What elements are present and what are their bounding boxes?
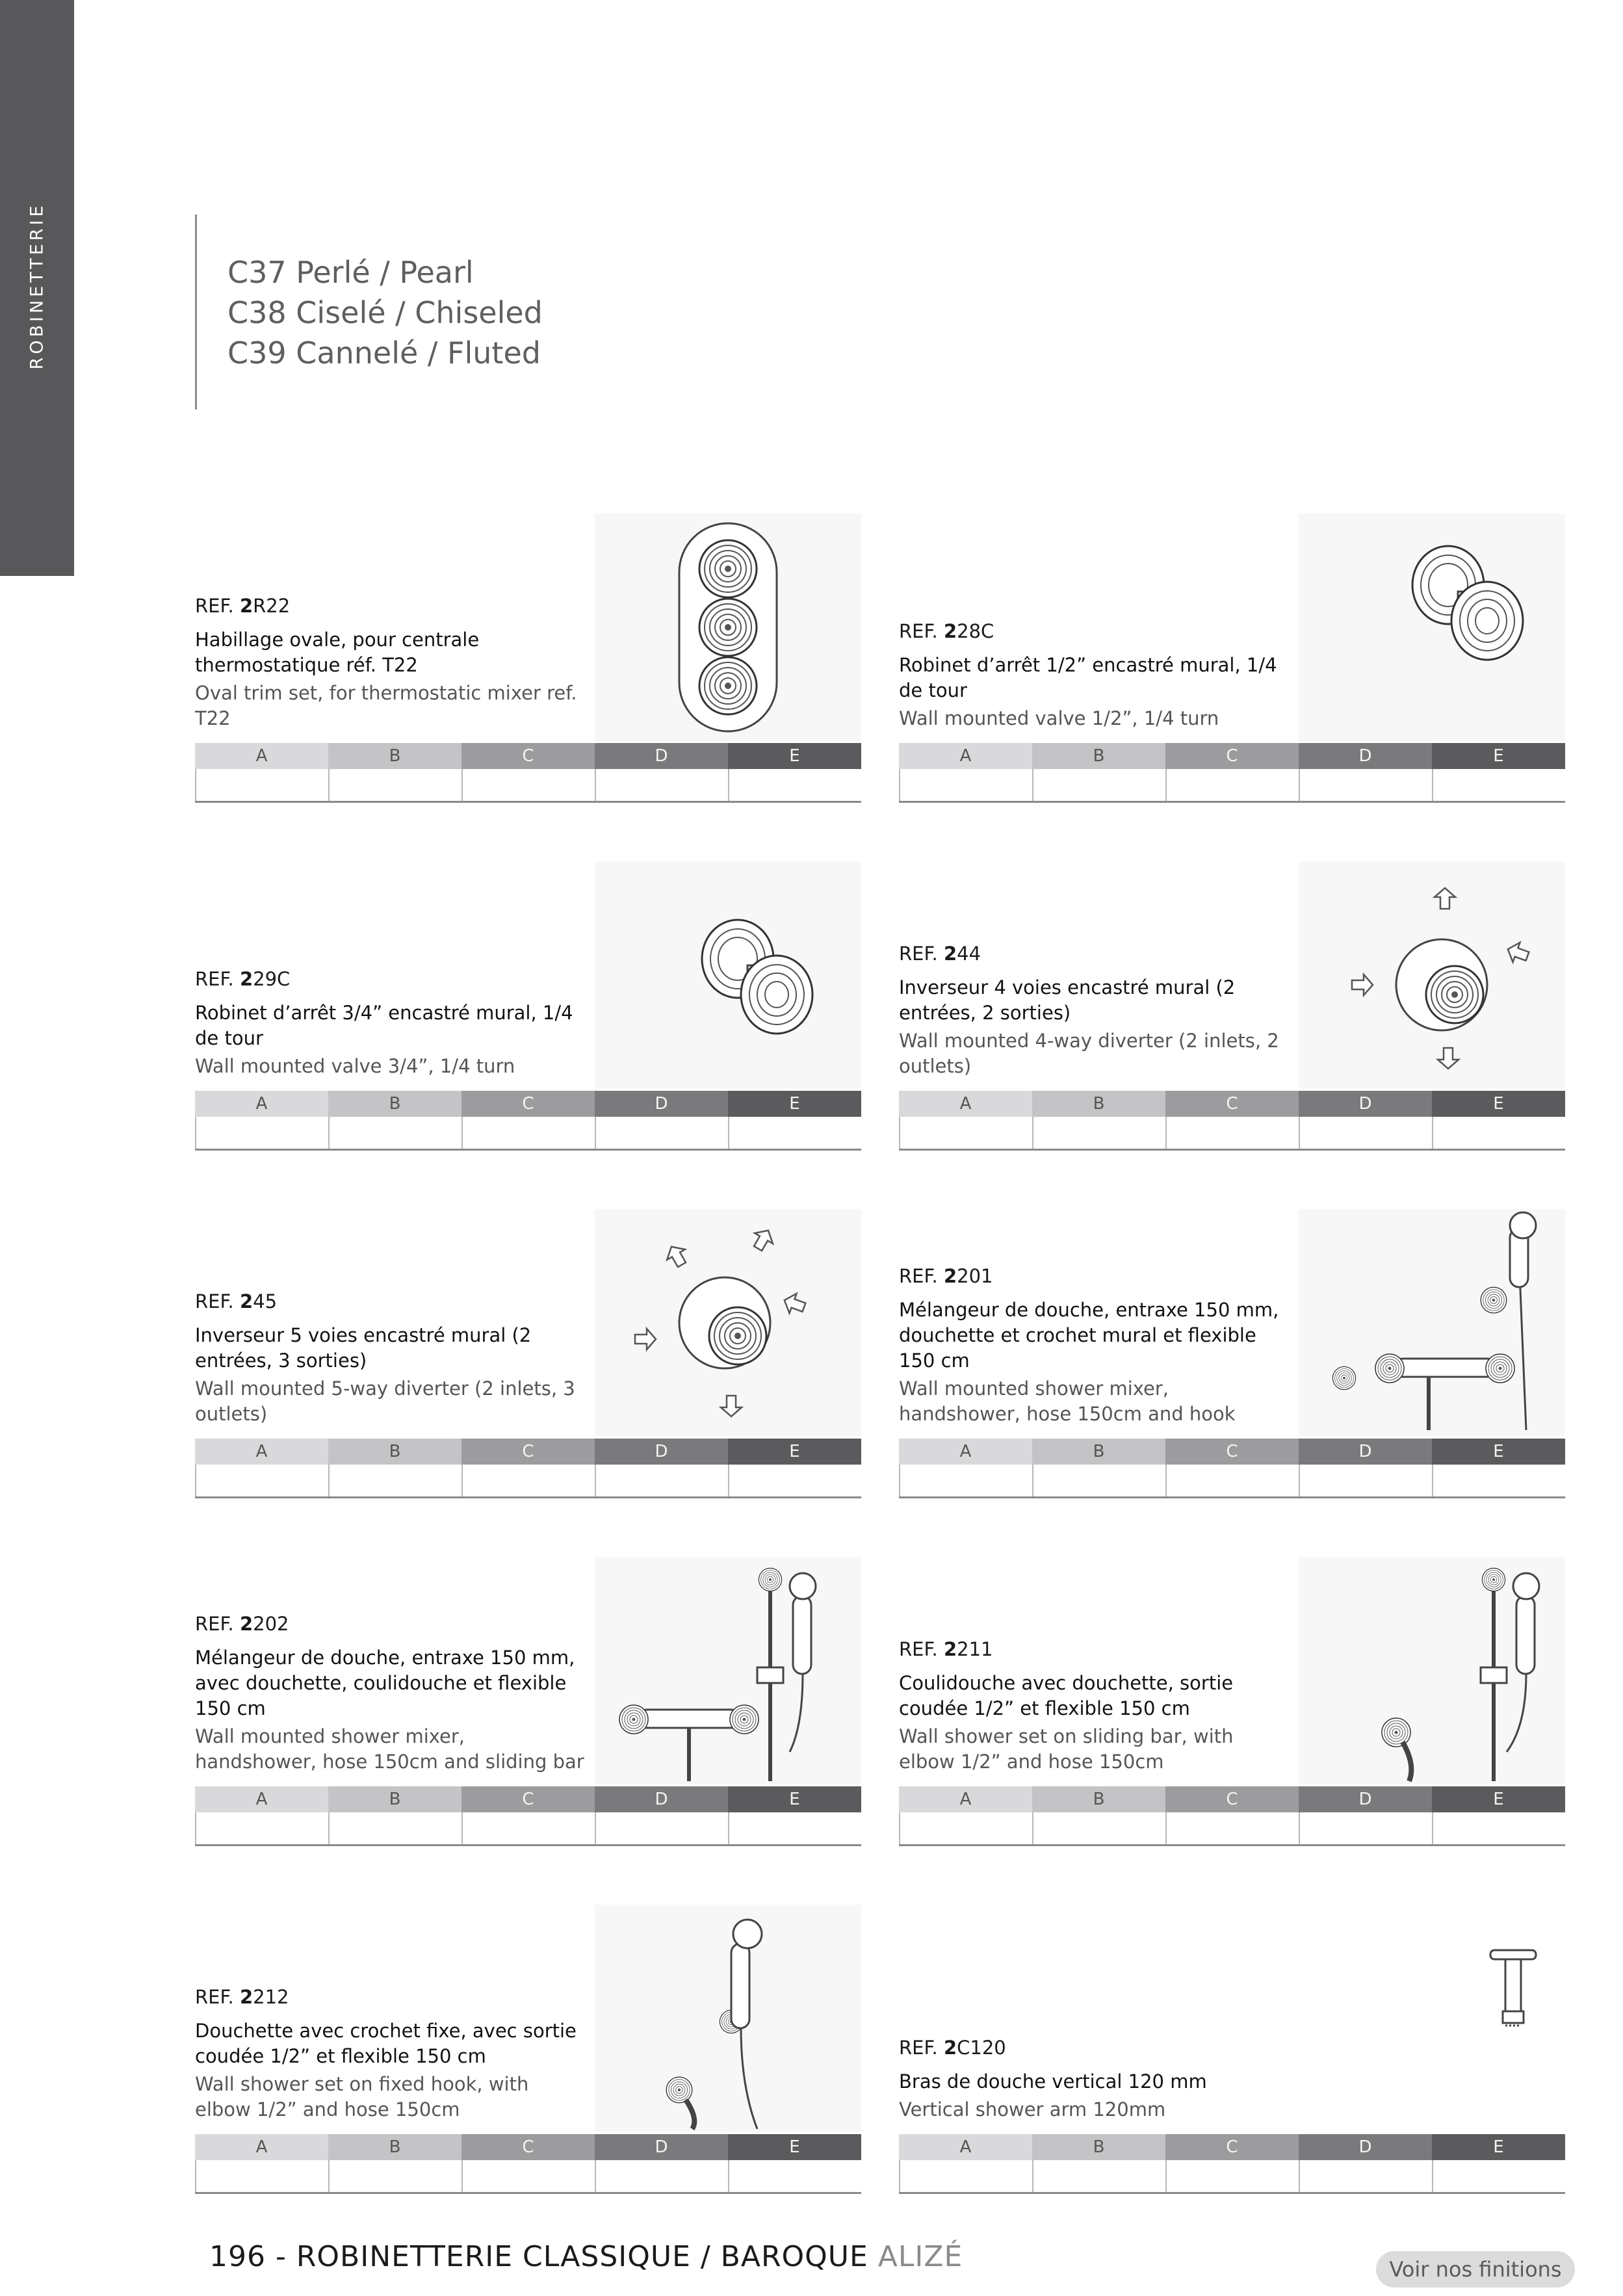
finish-cell <box>1299 769 1432 801</box>
footer-brand: ALIZÉ <box>877 2240 963 2273</box>
finish-label-d: D <box>595 743 728 769</box>
finish-cell <box>1165 1812 1299 1844</box>
finish-cell <box>899 1117 1032 1149</box>
description-fr: Bras de douche vertical 120 mm <box>899 2070 1207 2093</box>
description-fr: Inverseur 5 voies encastré mural (2 entrées, 3 sorties) <box>195 1324 532 1372</box>
product-card <box>899 861 1565 1151</box>
product-text <box>195 967 585 1079</box>
finish-label-a: A <box>899 743 1032 769</box>
product-card <box>899 1905 1565 2194</box>
product-card <box>195 861 861 1151</box>
product-ref: REF. 2201 <box>899 1265 993 1287</box>
finish-cell <box>1032 1812 1165 1844</box>
finish-cell <box>195 1465 328 1496</box>
description-en: Wall shower set on fixed hook, with elbow 1/2” and hose 150cm <box>195 2073 529 2120</box>
finish-cell <box>595 769 728 801</box>
finish-label-b: B <box>1032 1439 1165 1465</box>
finish-cell <box>1299 1465 1432 1496</box>
finish-cell <box>1432 1812 1565 1844</box>
finish-cell <box>1165 2160 1299 2192</box>
finish-label-b: B <box>328 1786 461 1812</box>
finish-label-d: D <box>1299 1091 1432 1117</box>
description-fr: Douchette avec crochet fixe, avec sortie coudée 1/2” et flexible 150 cm <box>195 2020 577 2067</box>
finish-label-a: A <box>899 1786 1032 1812</box>
finish-cell <box>1299 1117 1432 1149</box>
description-en: Wall mounted shower mixer, handshower, hose 150cm and hook <box>899 1377 1236 1425</box>
product-text <box>195 1985 585 2122</box>
finish-cell <box>195 769 328 801</box>
finish-cell <box>595 1812 728 1844</box>
finish-label-e: E <box>728 1439 861 1465</box>
product-text <box>899 941 1289 1079</box>
product-card <box>195 1557 861 1846</box>
product-text <box>899 619 1289 731</box>
finish-cell <box>595 1465 728 1496</box>
finish-cell <box>1432 1465 1565 1496</box>
product-card <box>899 514 1565 803</box>
finish-cell <box>728 1812 861 1844</box>
header-rule <box>195 215 197 410</box>
collection-line: C37 Perlé / Pearl <box>227 255 474 290</box>
product-text <box>899 2035 1289 2122</box>
finish-cell <box>595 1117 728 1149</box>
product-card <box>195 1905 861 2194</box>
product-text <box>195 1289 585 1427</box>
finish-label-c: C <box>461 1439 595 1465</box>
product-ref: REF. 228C <box>899 620 994 642</box>
wall-valve-icon <box>1299 514 1565 741</box>
finish-label-c: C <box>1165 743 1299 769</box>
description-fr: Mélangeur de douche, entraxe 150 mm, avec douchette, coulidouche et flexible 150 cm <box>195 1647 575 1719</box>
finish-cell <box>728 769 861 801</box>
finish-label-e: E <box>1432 1091 1565 1117</box>
five-way-diverter-icon <box>595 1209 861 1437</box>
finish-label-c: C <box>1165 1786 1299 1812</box>
finish-label-e: E <box>1432 2134 1565 2160</box>
product-ref: REF. 2R22 <box>195 595 291 617</box>
finish-label-b: B <box>328 1439 461 1465</box>
product-text <box>195 594 585 731</box>
finish-grid <box>195 2134 861 2194</box>
description-en: Wall mounted 4-way diverter (2 inlets, 2 outlets) <box>899 1030 1279 1077</box>
finish-cell <box>461 1812 595 1844</box>
description-fr: Mélangeur de douche, entraxe 150 mm, douchette et crochet mural et flexible 150 cm <box>899 1299 1279 1372</box>
finish-grid <box>195 1439 861 1498</box>
finish-label-b: B <box>1032 743 1165 769</box>
sidebar-label: ROBINETTERIE <box>27 202 47 370</box>
finish-label-e: E <box>1432 1786 1565 1812</box>
product-text <box>195 1611 585 1775</box>
product-ref: REF. 2C120 <box>899 2037 1006 2059</box>
finish-label-e: E <box>1432 1439 1565 1465</box>
description-fr: Robinet d’arrêt 1/2” encastré mural, 1/4 de tour <box>899 654 1277 701</box>
finish-label-d: D <box>595 2134 728 2160</box>
description-fr: Coulidouche avec douchette, sortie coudée 1/2” et flexible 150 cm <box>899 1672 1234 1719</box>
page-footer: 196 - ROBINETTERIE CLASSIQUE / BAROQUE ALIZÉ <box>209 2240 963 2273</box>
finish-label-a: A <box>195 1091 328 1117</box>
finish-cell <box>1032 1465 1165 1496</box>
product-card <box>899 1557 1565 1846</box>
finish-cell <box>195 2160 328 2192</box>
finish-label-a: A <box>195 2134 328 2160</box>
finish-grid <box>899 2134 1565 2194</box>
finish-cell <box>728 1117 861 1149</box>
finish-label-c: C <box>461 2134 595 2160</box>
finish-cell <box>1299 2160 1432 2192</box>
finish-cell <box>328 1812 461 1844</box>
finish-cell <box>1299 1812 1432 1844</box>
finish-label-a: A <box>899 1091 1032 1117</box>
finish-cell <box>1165 1465 1299 1496</box>
product-ref: REF. 2212 <box>195 1986 289 2008</box>
finish-label-b: B <box>328 2134 461 2160</box>
finish-cell <box>195 1117 328 1149</box>
finish-cell <box>899 769 1032 801</box>
product-ref: REF. 2202 <box>195 1613 289 1635</box>
finish-cell <box>899 1812 1032 1844</box>
finish-cell <box>595 2160 728 2192</box>
product-ref: REF. 2211 <box>899 1638 993 1660</box>
finish-cell <box>899 2160 1032 2192</box>
sidebar-tab <box>0 0 74 576</box>
finish-grid <box>195 743 861 803</box>
finish-cell <box>328 1117 461 1149</box>
finish-grid <box>899 1091 1565 1151</box>
description-fr: Habillage ovale, pour centrale thermostatique réf. T22 <box>195 629 480 676</box>
finish-label-d: D <box>1299 1786 1432 1812</box>
finish-cell <box>1432 1117 1565 1149</box>
finish-label-b: B <box>328 1091 461 1117</box>
finish-cell <box>195 1812 328 1844</box>
finish-label-c: C <box>461 743 595 769</box>
finish-label-c: C <box>1165 2134 1299 2160</box>
finish-label-a: A <box>195 1786 328 1812</box>
page-number: 196 <box>209 2240 266 2273</box>
see-finishes-button[interactable]: Voir nos finitions <box>1376 2251 1575 2288</box>
fixed-hook-shower-set-icon <box>595 1905 861 2132</box>
finish-label-a: A <box>195 1439 328 1465</box>
vertical-shower-arm-icon <box>1299 1905 1565 2132</box>
finish-label-d: D <box>1299 743 1432 769</box>
product-card <box>899 1209 1565 1498</box>
finish-label-b: B <box>1032 1091 1165 1117</box>
shower-mixer-sliding-bar-icon <box>595 1557 861 1784</box>
product-text <box>899 1637 1289 1775</box>
finish-grid <box>195 1091 861 1151</box>
finish-cell <box>1432 2160 1565 2192</box>
finish-cell <box>328 1465 461 1496</box>
finish-cell <box>461 769 595 801</box>
finish-label-b: B <box>328 743 461 769</box>
finish-grid <box>899 1439 1565 1498</box>
finish-label-d: D <box>1299 1439 1432 1465</box>
four-way-diverter-icon <box>1299 861 1565 1089</box>
product-card <box>195 514 861 803</box>
finish-cell <box>328 769 461 801</box>
description-en: Vertical shower arm 120mm <box>899 2098 1166 2120</box>
description-fr: Inverseur 4 voies encastré mural (2 entrées, 2 sorties) <box>899 976 1236 1024</box>
finish-cell <box>461 2160 595 2192</box>
finish-grid <box>195 1786 861 1846</box>
product-text <box>899 1264 1289 1427</box>
finish-cell <box>728 2160 861 2192</box>
shower-mixer-hook-icon <box>1299 1209 1565 1437</box>
product-ref: REF. 245 <box>195 1290 278 1312</box>
collection-line: C38 Ciselé / Chiseled <box>227 295 543 330</box>
finish-label-c: C <box>1165 1439 1299 1465</box>
product-ref: REF. 244 <box>899 943 981 965</box>
finish-label-d: D <box>1299 2134 1432 2160</box>
collection-line: C39 Cannelé / Fluted <box>227 335 541 371</box>
finish-label-d: D <box>595 1091 728 1117</box>
finish-label-a: A <box>195 743 328 769</box>
description-en: Oval trim set, for thermostatic mixer ref. T22 <box>195 682 577 729</box>
finish-label-b: B <box>1032 1786 1165 1812</box>
wall-valve-icon <box>595 861 861 1089</box>
finish-grid <box>899 1786 1565 1846</box>
finish-label-e: E <box>728 1786 861 1812</box>
sliding-bar-shower-set-icon <box>1299 1557 1565 1784</box>
description-en: Wall mounted 5-way diverter (2 inlets, 3 outlets) <box>195 1377 575 1425</box>
footer-title: ROBINETTERIE CLASSIQUE / BAROQUE <box>296 2240 878 2273</box>
finish-cell <box>1032 1117 1165 1149</box>
finish-label-e: E <box>1432 743 1565 769</box>
finish-cell <box>1165 1117 1299 1149</box>
finish-grid <box>899 743 1565 803</box>
finish-cell <box>328 2160 461 2192</box>
finish-cell <box>1032 2160 1165 2192</box>
collection-title <box>227 252 543 373</box>
finish-label-d: D <box>595 1439 728 1465</box>
finish-cell <box>1032 769 1165 801</box>
finish-label-e: E <box>728 743 861 769</box>
finish-label-d: D <box>595 1786 728 1812</box>
finish-cell <box>1432 769 1565 801</box>
finish-cell <box>728 1465 861 1496</box>
finish-cell <box>461 1117 595 1149</box>
description-fr: Robinet d’arrêt 3/4” encastré mural, 1/4 de tour <box>195 1002 573 1049</box>
product-ref: REF. 229C <box>195 968 291 990</box>
description-en: Wall shower set on sliding bar, with elbow 1/2” and hose 150cm <box>899 1725 1234 1773</box>
description-en: Wall mounted valve 3/4”, 1/4 turn <box>195 1055 515 1077</box>
oval-trim-set-icon <box>595 514 861 741</box>
description-en: Wall mounted valve 1/2”, 1/4 turn <box>899 707 1219 729</box>
finish-label-a: A <box>899 2134 1032 2160</box>
description-en: Wall mounted shower mixer, handshower, hose 150cm and sliding bar <box>195 1725 584 1773</box>
finish-cell <box>461 1465 595 1496</box>
finish-cell <box>899 1465 1032 1496</box>
finish-label-c: C <box>1165 1091 1299 1117</box>
finish-label-c: C <box>461 1091 595 1117</box>
finish-label-e: E <box>728 2134 861 2160</box>
finish-label-e: E <box>728 1091 861 1117</box>
product-card <box>195 1209 861 1498</box>
finish-label-c: C <box>461 1786 595 1812</box>
finish-label-b: B <box>1032 2134 1165 2160</box>
finish-cell <box>1165 769 1299 801</box>
finish-label-a: A <box>899 1439 1032 1465</box>
